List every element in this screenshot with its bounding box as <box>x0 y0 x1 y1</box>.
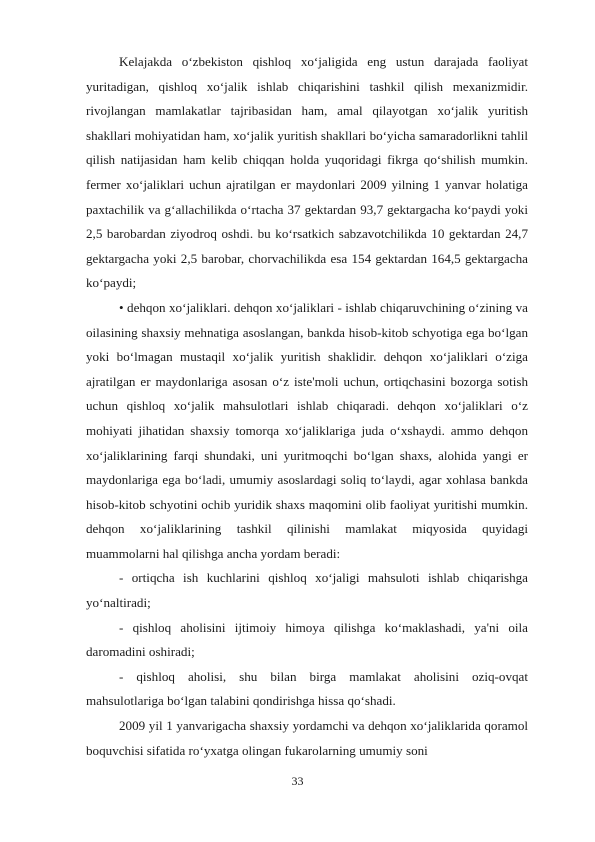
document-body <box>86 50 528 763</box>
paragraph-2009-statistics: 2009 yil 1 yanvarigacha shaxsiy yordamchi va dehqon xo‘jaliklarida qoramol boquvchisi sifatida ro‘yxatga olingan fukarolarning umumiy soni <box>86 718 528 758</box>
paragraph-farm-land: Kelajakda o‘zbekiston qishloq xo‘jaligida eng ustun darajada faoliyat yuritadigan, qishloq xo‘jalik ishlab chiqarishini tashkil qilish mexanizmidir. rivojlangan mamlakatlar tajribasidan ham, amal qilayotgan xo‘jalik yuritish shakllari mohiyatidan ham, xo‘jalik yuritish shakllari bo‘yicha samaradorlikni tahlil qilish natijasidan ham kelib chiqqan holda yuqoridagi fikrga qo‘shilish mumkin. fermer xo‘jaliklari uchun ajratilgan er maydonlari 2009 yilning 1 yanvar holatiga paxtachilik va g‘allachilikda o‘rtacha 37 gektardan 93,7 gektargacha ko‘paydi yoki 2,5 barobardan ziyodroq oshdi. bu ko‘rsatkich sabzavotchilikda 10 gektardan 24,7 gektargacha yoki 2,5 barobar, chorvachilikda esa 154 gektardan 164,5 gektargacha ko‘paydi; <box>86 54 528 291</box>
list-item-labor: - ortiqcha ish kuchlarini qishloq xo‘jaligi mahsuloti ishlab chiqarishga yo‘naltiradi; <box>86 570 528 611</box>
paragraph-dehqon-farms: • dehqon xo‘jaliklari. dehqon xo‘jaliklari - ishlab chiqaruvchining o‘zining va oilasining shaxsiy mehnatiga asoslangan, bankda hisob-kitob schyotiga ega bo‘lgan yoki bo‘lmagan mustaqil xo‘jalik yuritish shaklidir. dehqon xo‘jaliklari o‘ziga ajratilgan er maydonlariga asosan o‘z iste'moli uchun, ortiqchasini bozorga sotish uchun qishloq xo‘jalik mahsulotlari ishlab chiqaradi. dehqon xo‘jaliklari o‘z mohiyati jihatidan shaxsiy tomorqa xo‘jaliklariga juda o‘xshaydi. ammo dehqon xo‘jaliklarining farqi shundaki, uni yuritmoqchi bo‘lgan shaxs, alohida yangi er maydonlariga ega bo‘ladi, umumiy asoslardagi soliq to‘laydi, agar xohlasa bankda hisob-kitob schyotini ochib yuridik shaxs maqomini olib faoliyat yuritishi mumkin. dehqon xo‘jaliklarining tashkil qilinishi mamlakat miqyosida quyidagi muammolarni hal qilishga ancha yordam beradi: <box>86 299 528 561</box>
list-item-food-supply: - qishloq aholisi, shu bilan birga mamlakat aholisini oziq-ovqat mahsulotlariga bo‘lgan talabini qondirishga hissa qo‘shadi. <box>86 668 528 709</box>
page-number: 33 <box>291 774 304 788</box>
list-item-social-protection: - qishloq aholisini ijtimoiy himoya qilishga ko‘maklashadi, ya'ni oila daromadini oshiradi; <box>86 619 528 660</box>
